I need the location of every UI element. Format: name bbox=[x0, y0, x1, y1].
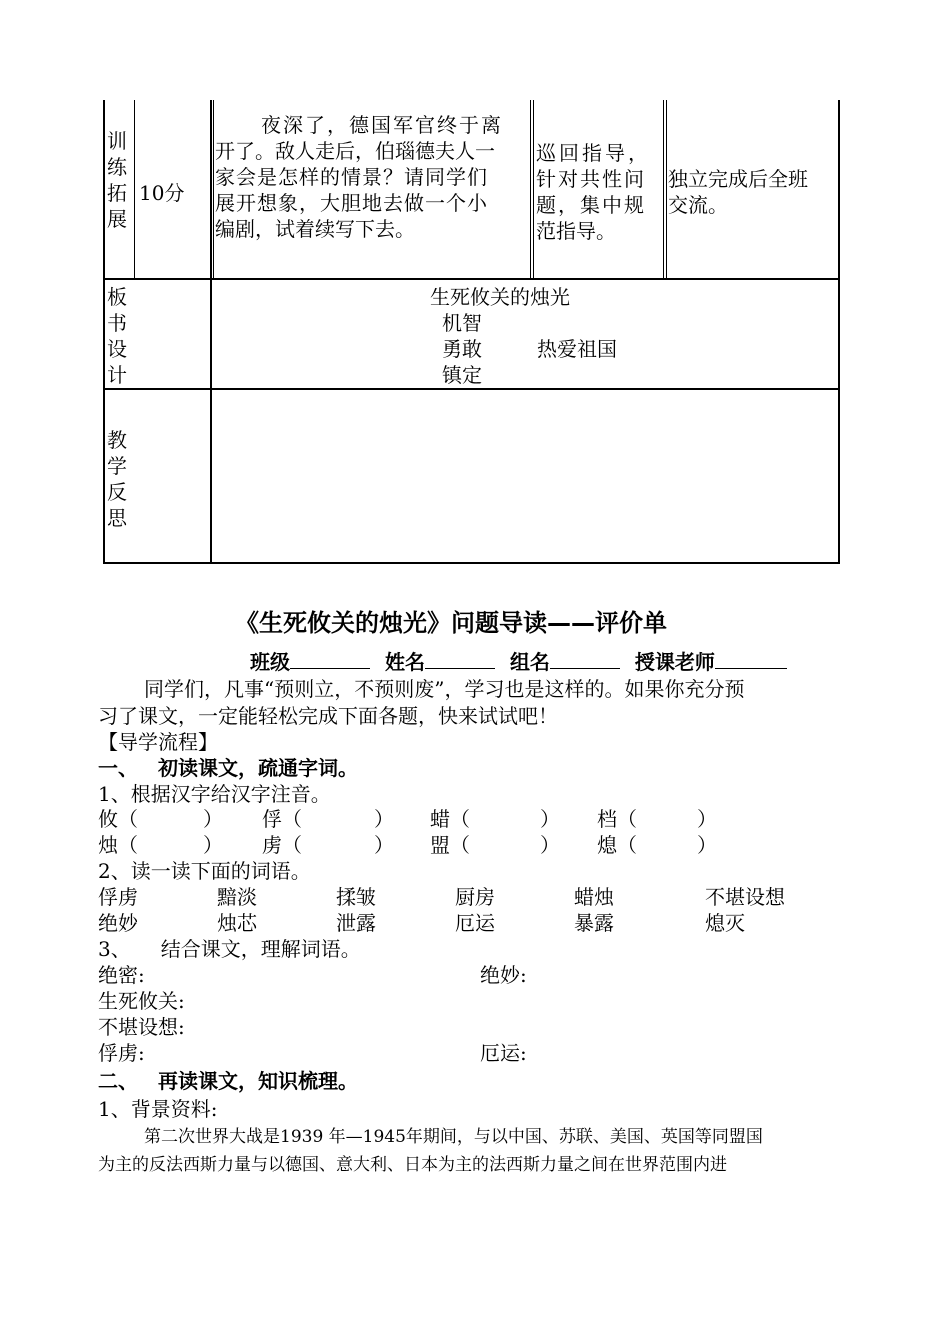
word: 俘虏 bbox=[98, 885, 138, 909]
row-label-reflection: 教 学 反 思 bbox=[107, 428, 127, 530]
term-label: 生死攸关: bbox=[98, 989, 185, 1013]
table-divider bbox=[666, 100, 667, 279]
table-border-bottom bbox=[103, 562, 840, 564]
board-title: 生死攸关的烛光 bbox=[430, 285, 570, 309]
table-divider bbox=[533, 100, 534, 279]
word: 不堪设想 bbox=[705, 885, 785, 909]
pinyin-answer[interactable]: ） bbox=[697, 833, 717, 857]
field-label-teacher: 授课老师 bbox=[634, 650, 715, 674]
question-3: 3、 结合课文，理解词语。 bbox=[98, 937, 361, 961]
flow-heading: 【导学流程】 bbox=[98, 730, 218, 754]
word: 厄运 bbox=[455, 911, 495, 935]
table-border-left bbox=[103, 100, 105, 564]
word: 蜡烛 bbox=[574, 885, 614, 909]
word: 烛芯 bbox=[217, 911, 257, 935]
teacher-blank[interactable] bbox=[715, 648, 787, 669]
pinyin-answer[interactable]: ） bbox=[540, 833, 560, 857]
teacher-activity: 巡回指导， 针对共性问 题，集中规 范指导。 bbox=[536, 141, 651, 243]
student-info-fields bbox=[250, 648, 787, 675]
word: 熄灭 bbox=[705, 911, 745, 935]
background-paragraph: 第二次世界大战是1939 年—1945年期间，与以中国、苏联、美国、英国等同盟国 bbox=[144, 1127, 763, 1147]
word: 黯淡 bbox=[217, 885, 257, 909]
term-label: 俘虏: bbox=[98, 1041, 145, 1065]
board-item: 勇敢 bbox=[442, 337, 482, 361]
pinyin-answer[interactable]: ） bbox=[540, 807, 560, 831]
term-label: 绝妙: bbox=[480, 963, 527, 987]
word: 泄露 bbox=[336, 911, 376, 935]
field-label-name: 姓名 bbox=[384, 650, 425, 674]
board-side-note: 热爱祖国 bbox=[537, 337, 617, 361]
pinyin-answer[interactable]: ） bbox=[203, 833, 223, 857]
worksheet-title: 《生死攸关的烛光》问题导读——评价单 bbox=[235, 609, 667, 637]
section-heading: 二、 再读课文，知识梳理。 bbox=[98, 1069, 358, 1093]
word: 暴露 bbox=[574, 911, 614, 935]
table-divider bbox=[210, 100, 212, 564]
group-blank[interactable] bbox=[550, 648, 620, 669]
table-row-divider bbox=[103, 388, 840, 390]
table-divider bbox=[530, 100, 531, 279]
term-label: 不堪设想: bbox=[98, 1015, 185, 1039]
question-2: 2、读一读下面的词语。 bbox=[98, 859, 311, 883]
pinyin-answer[interactable]: ） bbox=[203, 807, 223, 831]
board-item: 机智 bbox=[442, 311, 482, 335]
table-divider bbox=[213, 100, 214, 279]
class-blank[interactable] bbox=[290, 648, 370, 669]
table-row-divider bbox=[103, 278, 840, 280]
intro-line: 习了课文，一定能轻松完成下面各题，快来试试吧！ bbox=[98, 704, 558, 728]
student-activity: 独立完成后全班 交流。 bbox=[668, 167, 808, 217]
pinyin-answer[interactable]: ） bbox=[374, 833, 394, 857]
section-heading: 一、 初读课文，疏通字词。 bbox=[98, 756, 358, 780]
row-label-training: 训 练 拓 展 bbox=[107, 129, 127, 231]
time-cell: 10分 bbox=[139, 181, 185, 205]
word: 绝妙 bbox=[98, 911, 138, 935]
row-label-board: 板 书 设 计 bbox=[107, 285, 127, 387]
background-paragraph: 为主的反法西斯力量与以德国、意大利、日本为主的法西斯力量之间在世界范围内进 bbox=[98, 1155, 727, 1175]
pinyin-answer[interactable]: ） bbox=[374, 807, 394, 831]
intro-line: 同学们，凡事“预则立，不预则废”，学习也是这样的。如果你充分预 bbox=[144, 677, 745, 701]
question-1: 1、根据汉字给汉字注音。 bbox=[98, 782, 331, 806]
term-label: 绝密: bbox=[98, 963, 145, 987]
field-label-class: 班级 bbox=[250, 650, 290, 674]
word: 揉皱 bbox=[336, 885, 376, 909]
name-blank[interactable] bbox=[425, 648, 495, 669]
board-item: 镇定 bbox=[442, 363, 482, 387]
activity-content: 夜深了，德国军官终于离 开了。敌人走后，伯瑙德夫人一 家会是怎样的情景？请同学们 展开想象，大胆地去做一个小 编剧，试着续写下去。 bbox=[215, 113, 503, 241]
pinyin-answer[interactable]: ） bbox=[697, 807, 717, 831]
field-label-group: 组名 bbox=[509, 650, 550, 674]
word: 厨房 bbox=[455, 885, 495, 909]
term-label: 厄运: bbox=[480, 1041, 527, 1065]
question-1: 1、背景资料: bbox=[98, 1097, 218, 1121]
table-divider bbox=[134, 100, 135, 279]
